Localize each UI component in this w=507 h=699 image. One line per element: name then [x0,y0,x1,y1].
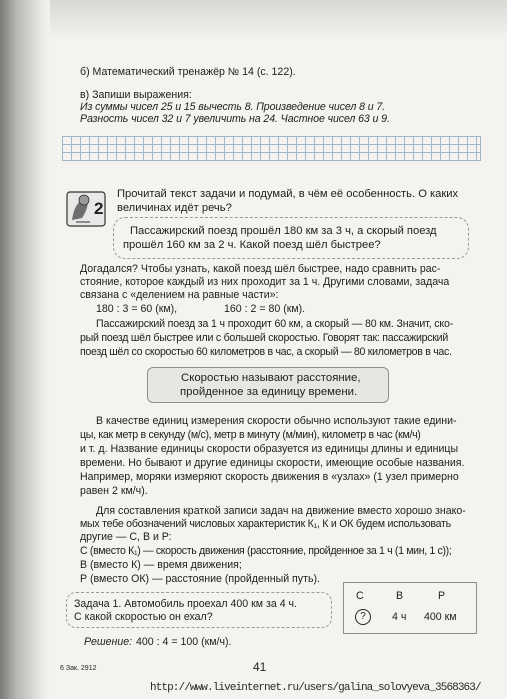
writing-grid [62,136,481,161]
exercise-b-line: б) Математический тренажёр № 14 (с. 122). [80,66,296,78]
definition-v: В (вместо К) — время движения; [80,559,242,571]
table-header-v: В [396,590,404,602]
task-text-line-2: прошёл 160 км за 2 ч. Какой поезд шёл быстрее? [123,239,381,251]
exercise-v-line: в) Запиши выражения: [80,89,192,101]
definition-c: С (вместо К₁) — скорость движения (расстояние, пройденное за 1 ч (1 мин, 1 с)); [80,545,452,557]
solution-expression: 400 : 4 = 100 (км/ч). [136,636,232,648]
task-text-box [113,217,469,259]
paragraph-2-line-1: Пассажирский поезд за 1 ч проходит 60 км, а скорый — 80 км. Значит, ско- [96,318,454,330]
task-number-badge [66,188,106,228]
paragraph-4-line-2: мых тебе обозначений числовых характеристик К₁, К и ОК будем использовать [80,518,451,530]
task-text-line-1: Пассажирский поезд прошёл 180 км за 3 ч, а скорый поезд [130,225,437,237]
paragraph-4-line-3: другие — С, В и Р: [80,531,172,543]
task-number: 2 [94,199,104,218]
calculation-1: 180 : 3 = 60 (км), [96,303,178,315]
footer-print-code: 6 Зак. 2912 [60,665,97,672]
calculation-2: 160 : 2 = 80 (км). [224,303,306,315]
paragraph-3-line-2: цы, как метр в секунду (м/с), метр в минуту (м/мин), километр в час (км/ч) [80,429,421,441]
table-header-r: Р [438,590,446,602]
expression-line-1: Из суммы чисел 25 и 15 вычесть 8. Произведение чисел 8 и 7. [80,101,385,113]
table-cell-time: 4 ч [392,611,407,623]
paragraph-1-line-1: Догадался? Чтобы узнать, какой поезд шёл быстрее, надо сравнить рас- [80,263,441,275]
watermark-url: http://www.liveinternet.ru/users/galina_solovyeva_3568363/ [150,682,481,694]
task-intro-line-2: величинах идёт речь? [117,202,232,214]
expression-line-2: Разность чисел 32 и 7 увеличить на 24. Частное чисел 63 и 9. [80,113,390,125]
paragraph-3-line-6: равен 2 км/ч). [80,485,148,497]
paragraph-2-line-3: поезд шёл со скоростью 60 километров в час, а скорый — 80 километров в час. [80,346,452,358]
page-number: 41 [253,660,267,674]
paragraph-3-line-4: времени. Но бывают и другие единицы скорости, имеющие особые названия. [80,457,465,469]
paragraph-1-line-2: стояние, которое каждый из них проходит за 1 ч. Другими словами, задача [80,276,450,288]
paragraph-3-line-5: Например, моряки измеряют скорость движения в «узлах» (1 узел примерно [80,471,459,483]
rule-line-1: Скоростью называют расстояние, [181,372,361,384]
unknown-marker: ? [355,609,371,625]
table-cell-distance: 400 км [424,611,457,623]
paragraph-1-line-3: связана с «делением на равные части»: [80,289,279,301]
definition-r: Р (вместо ОК) — расстояние (пройденный путь). [80,573,320,585]
table-header-c: С [356,590,364,602]
paragraph-3-line-3: и т. д. Название единицы скорости образуется из единицы длины и единицы [80,443,459,455]
top-shade [30,0,507,40]
binding-shadow [0,0,50,699]
paragraph-4-line-1: Для составления краткой записи задач на движение вместо хорошо знако- [96,505,466,517]
solution-label: Решение: [84,636,133,648]
paragraph-3-line-1: В качестве единиц измерения скорости обычно используют такие едини- [96,415,457,427]
rule-line-2: пройденное за единицу времени. [180,386,358,398]
problem-line-1: Задача 1. Автомобиль проехал 400 км за 4 ч. [74,598,297,610]
problem-line-2: С какой скоростью он ехал? [74,611,213,623]
paragraph-2-line-2: рый поезд шёл быстрее или с большей скоростью. Говорят так: пассажирский [80,332,449,344]
task-intro-line-1: Прочитай текст задачи и подумай, в чём её особенность. О каких [117,188,459,200]
